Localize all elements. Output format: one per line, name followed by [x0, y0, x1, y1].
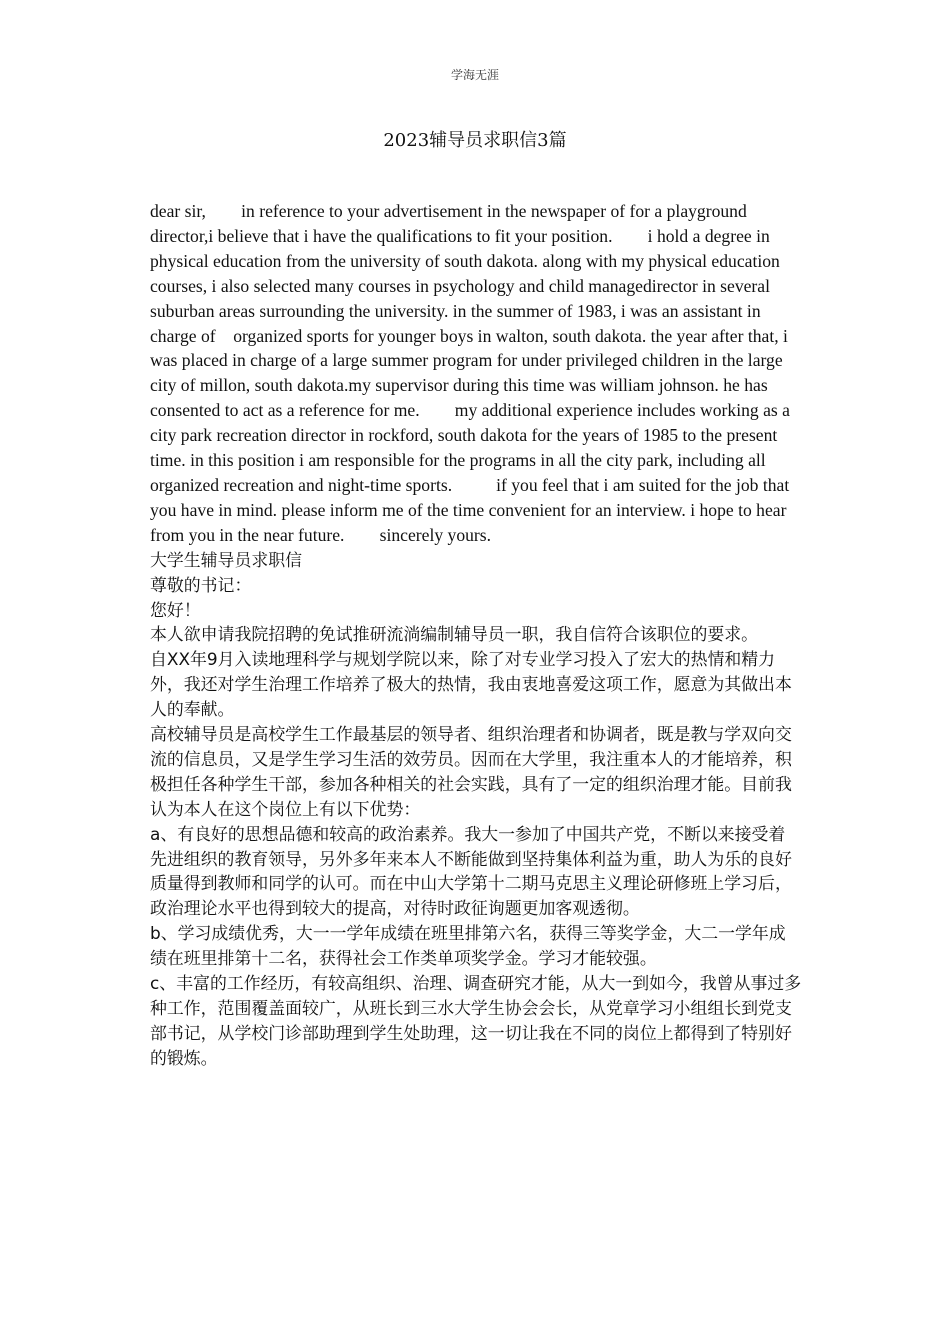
document-body — [150, 199, 802, 1071]
salutation: 尊敬的书记： — [150, 574, 252, 595]
body-paragraph: 自XX年9月入读地理科学与规划学院以来，除了对专业学习投入了宏大的热情和精力外，我还对学生治理工作培养了极大的热情，我由衷地喜爱这项工作，愿意为其做出本人的奉献。 — [150, 649, 792, 720]
body-paragraph: c、丰富的工作经历，有较高组织、治理、调查研究才能，从大一到如今，我曾从事过多种工作，范围覆盖面较广，从班长到三水大学生协会会长，从党章学习小组组长到党支部书记，从学校门诊部助理到学生处助理，这一切让我在不同的岗位上都得到了特别好的锻炼。 — [150, 973, 802, 1068]
section-heading: 大学生辅导员求职信 — [150, 549, 303, 570]
english-letter-paragraph: dear sir, in reference to your advertisement in the newspaper of for a playground director,i believe that i have the qualifications to fit your position. i hold a degree in physical education from the university of south dakota. along with my physical education courses, i also selected many courses in psychology and child managedirector in several suburban areas surrounding the university. in the summer of 1983, i was an assistant in charge of organized sports for younger boys in walton, south dakota. the year after that, i was placed in charge of a large summer program for under privileged children in the large city of millon, south dakota.my supervisor during this time was william johnson. he has consented to act as a reference for me. my additional experience includes working as a city park recreation director in rockford, south dakota for the years of 1985 to the present time. in this position i am responsible for the programs in all the city park, including all organized recreation and night-time sports. if you feel that i am suited for the job that you have in mind. please inform me of the time convenient for an interview. i hope to hear from you in the near future. sincerely yours. — [150, 201, 795, 545]
document-title: 2023辅导员求职信3篇 — [383, 130, 567, 151]
body-paragraph: 高校辅导员是高校学生工作最基层的领导者、组织治理者和协调者，既是教与学双向交流的信息员，又是学生学习生活的效劳员。因而在大学里，我注重本人的才能培养，积极担任各种学生干部，参加各种相关的社会实践，具有了一定的组织治理才能。目前我认为本人在这个岗位上有以下优势： — [150, 724, 792, 819]
body-paragraph: 本人欲申请我院招聘的免试推研流淌编制辅导员一职，我自信符合该职位的要求。 — [150, 624, 759, 645]
page-header-note: 学海无涯 — [450, 68, 499, 82]
chinese-letter — [150, 548, 802, 1071]
body-paragraph: b、学习成绩优秀，大一一学年成绩在班里排第六名，获得三等奖学金，大二一学年成绩在班里排第十二名，获得社会工作类单项奖学金。学习才能较强。 — [150, 923, 786, 969]
greeting: 您好！ — [150, 599, 201, 620]
body-paragraph: a、有良好的思想品德和较高的政治素养。我大一参加了中国共产党，不断以来接受着先进组织的教育领导，另外多年来本人不断能做到坚持集体利益为重，助人为乐的良好质量得到教师和同学的认可。而在中山大学第十二期马克思主义理论研修班上学习后，政治理论水平也得到较大的提高，对待时政征询题更加客观透彻。 — [150, 823, 792, 919]
